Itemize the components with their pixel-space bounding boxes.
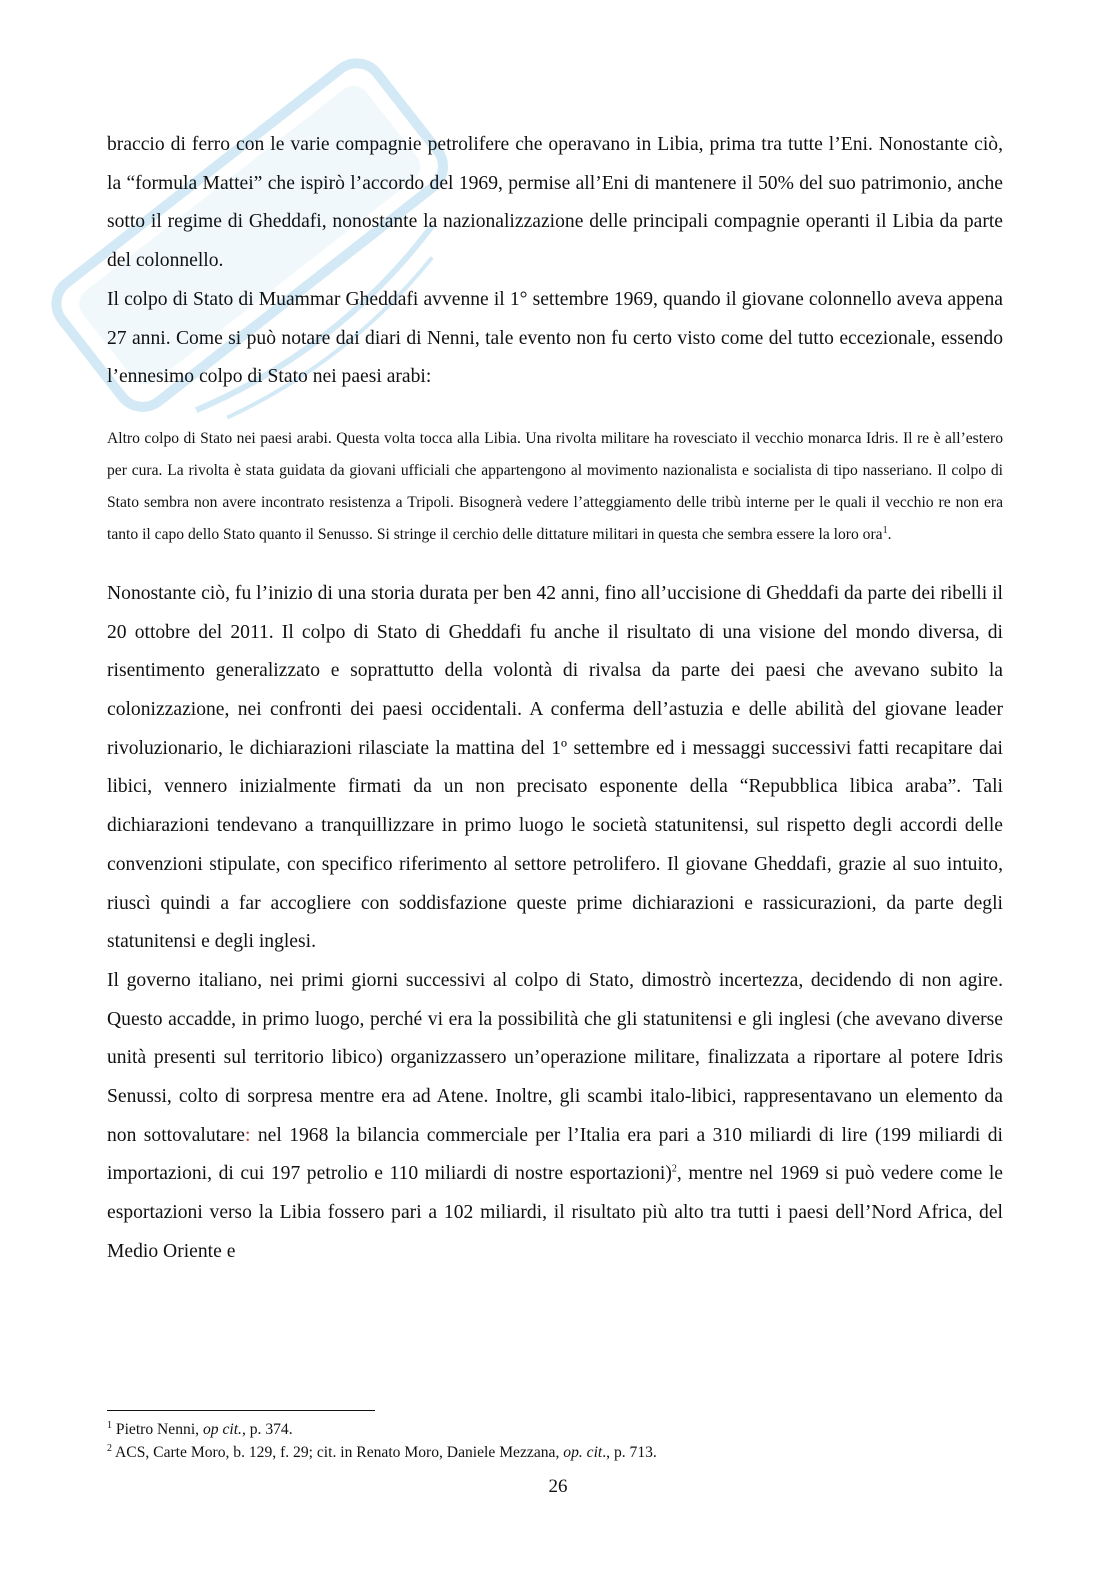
footnote-number: 2 <box>107 1442 112 1454</box>
footnote-ref-1[interactable]: 1 <box>882 524 888 536</box>
footnote-text: ACS, Carte Moro, b. 129, f. 29; cit. in Renato Moro, Daniele Mezzana, <box>112 1444 564 1461</box>
paragraph-4-part-c: , mentre nel 1969 si può vedere come le esportazioni verso la Libia fossero pari a 102 miliardi, il risultato più alto tra tutti i paesi dell’Nord Africa, del Medio Oriente e <box>107 1163 1003 1262</box>
quote-text: Altro colpo di Stato nei paesi arabi. Questa volta tocca alla Libia. Una rivolta militare ha rovesciato il vecchio monarca Idris. Il re è all’estero per cura. La rivolta è stata guidata da giovani ufficiali che appartengono al movimento nazionalista e socialista di tipo nasseriano. Il colpo di Stato sembra non avere incontrato resistenza a Tripoli. Bisognerà vedere l’atteggiamento delle tribù interne per le quali il vecchio re non era tanto il capo dello Stato quanto il Senusso. Si stringe il cerchio delle dittature militari in questa che sembra essere la loro ora <box>107 429 1003 543</box>
paragraph-2: Il colpo di Stato di Muammar Gheddafi avvenne il 1° settembre 1969, quando il giovane colonnello aveva appena 27 anni. Come si può notare dai diari di Nenni, tale evento non fu certo visto come del tutto eccezionale, essendo l’ennesimo colpo di Stato nei paesi arabi: <box>107 288 1003 388</box>
quote-end: . <box>887 525 892 543</box>
document-body <box>107 126 1003 1272</box>
footnote-text-end: ., p. 713. <box>602 1444 657 1461</box>
footnote-emphasis: op cit. <box>202 1421 242 1438</box>
accent-colon: : <box>245 1124 251 1146</box>
footnote-emphasis: op. cit <box>563 1444 603 1461</box>
footnote-number: 1 <box>107 1419 112 1431</box>
footnote-1 <box>107 1418 1003 1441</box>
footnote-2 <box>107 1441 1003 1464</box>
page-number: 26 <box>548 1476 568 1497</box>
paragraph-4 <box>107 962 1003 1272</box>
footnote-text: Pietro Nenni, <box>112 1421 203 1438</box>
footnote-text-end: , p. 374. <box>241 1421 293 1438</box>
paragraph-1: braccio di ferro con le varie compagnie petrolifere che operavano in Libia, prima tra tutte l’Eni. Nonostante ciò, la “formula Mattei” che ispirò l’accordo del 1969, permise all’Eni di mantenere il 50% del suo patrimonio, anche sotto il regime di Gheddafi, nonostante la nazionalizzazione delle principali compagnie operanti il Libia da parte del colonnello. <box>107 134 1003 272</box>
block-quote <box>107 423 1003 551</box>
footnote-ref-2[interactable]: 2 <box>671 1163 677 1175</box>
paragraph-3: Nonostante ciò, fu l’inizio di una storia durata per ben 42 anni, fino all’uccisione di Gheddafi da parte dei ribelli il 20 ottobre del 2011. Il colpo di Stato di Gheddafi fu anche il risultato di una visione del mondo diversa, di risentimento generalizzato e soprattutto della volontà di rivalsa da parte dei paesi che avevano subito la colonizzazione, nei confronti dei paesi occidentali. A conferma dell’astuzia e delle abilità del giovane leader rivoluzionario, le dichiarazioni rilasciate la mattina del 1º settembre ed i messaggi successivi fatti recapitare dai libici, vennero inizialmente firmati da un non precisato esponente della “Repubblica libica araba”. Tali dichiarazioni tendevano a tranquillizzare in primo luogo le società statunitensi, sul rispetto degli accordi delle convenzioni stipulate, con specifico riferimento al settore petrolifero. Il giovane Gheddafi, grazie al suo intuito, riuscì quindi a far accogliere con soddisfazione queste prime dichiarazioni e rassicurazioni, da parte degli statunitensi e degli inglesi. <box>107 582 1003 953</box>
paragraph-4-part-a: Il governo italiano, nei primi giorni successivi al colpo di Stato, dimostrò incertezza, decidendo di non agire. Questo accadde, in primo luogo, perché vi era la possibilità che gli statunitensi e gli inglesi (che avevano diverse unità presenti sul territorio libico) organizzassero un’operazione militare, finalizzata a riportare al potere Idris Senussi, colto di sorpresa mentre era ad Atene. Inoltre, gli scambi italo-libici, rappresentavano un elemento da non sottovalutare <box>107 969 1003 1146</box>
footnote-separator <box>107 1410 375 1411</box>
paragraph-4-part-b: nel 1968 la bilancia commerciale per l’Italia era pari a 310 miliardi di lire (199 miliardi di importazioni, di cui 197 petrolio e 110 miliardi di nostre esportazioni) <box>107 1124 1003 1185</box>
footnotes <box>107 1418 1003 1464</box>
